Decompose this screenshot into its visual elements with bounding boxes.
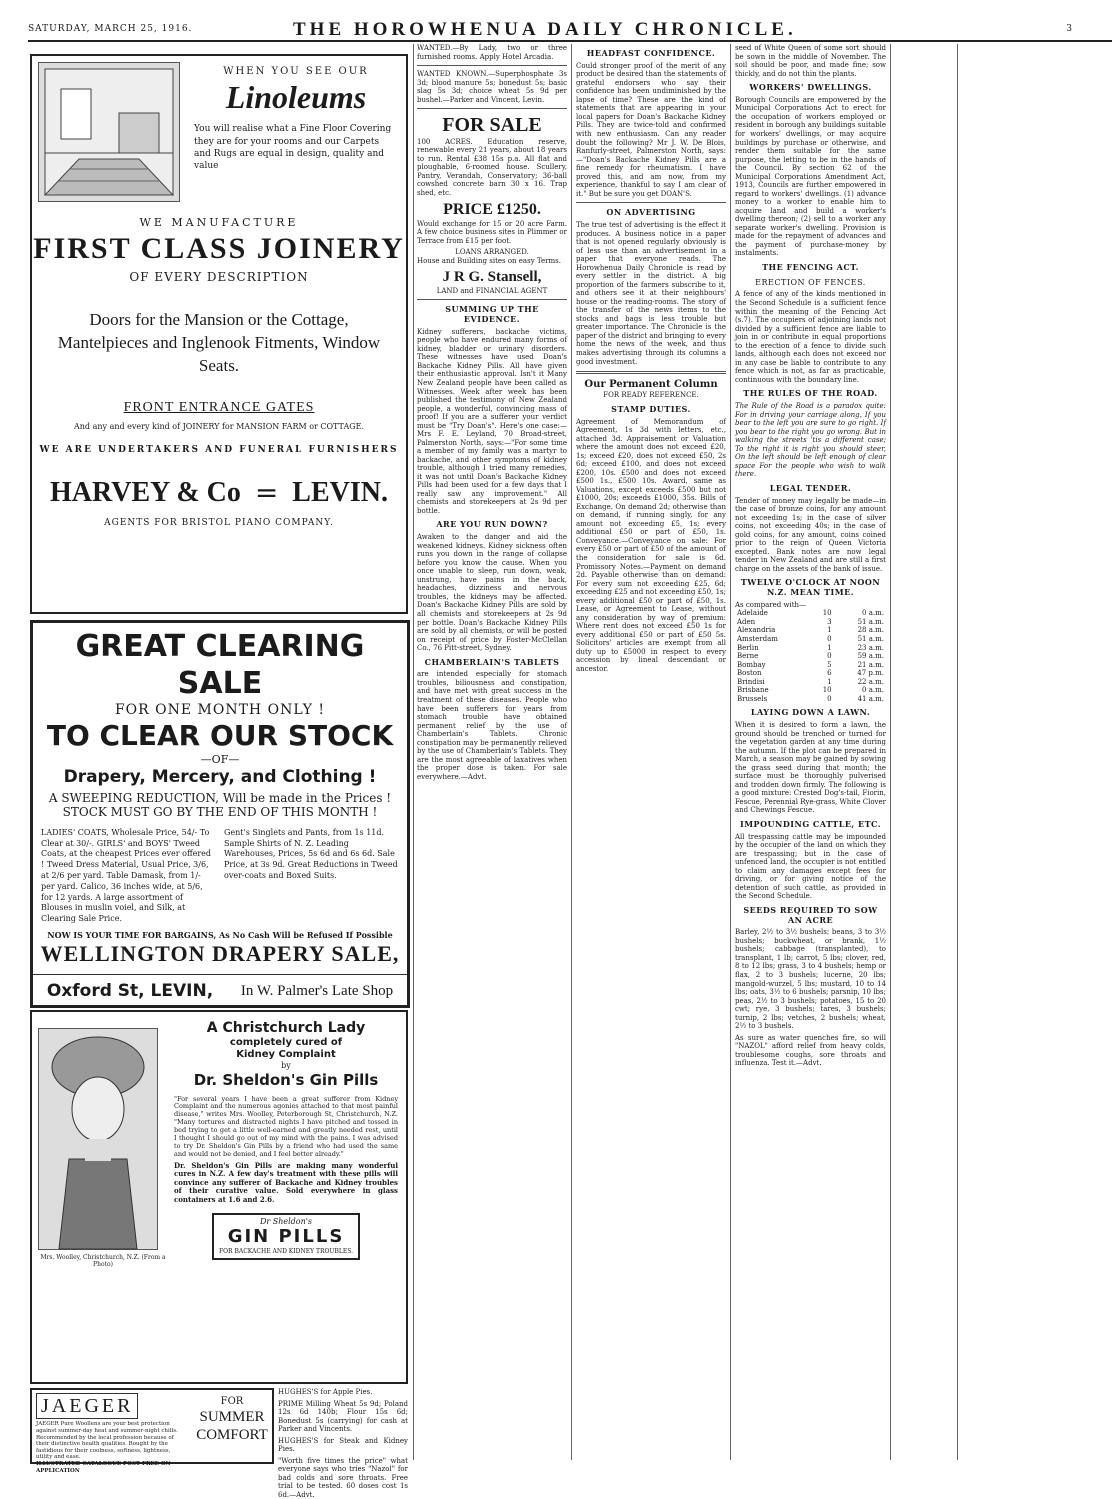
column-rule [730,44,731,1460]
sweeping-line: A SWEEPING REDUCTION, Will be made in the Prices ! [48,790,392,805]
masthead-rule [28,40,1112,42]
jaeger-for: FOR [220,1396,244,1407]
workers-body: Borough Councils are empowered by the Municipal Corporations Act to erect for the occupation of workers employed or resident in borough any buildings suitable for workers' dwellings, or may acquire buildings by purchase or otherwise, and render them suitable for the same purpose, the letting to be in the hands of the Council. By section 62 of the Municipal Corporations Amendment Act, 1913, Councils are further empowered in regard to workers' dwellings. (1) advance money to a worker to enable him to acquire land and build a worker's dwelling thereon; (2) sell to a worker any separate worker's dwelling. Provision is made for the repayment of advances and the payment of purchase-money by instalments. [735,95,886,258]
time-row [735,678,886,687]
time-cell: 51 a.m. [857,617,884,626]
time-cell: 59 a.m. [857,652,884,661]
when-you-see: WHEN YOU SEE OUR [223,66,369,77]
stamp-heading: STAMP DUTIES. [611,403,691,414]
clearing-sale-advert [30,620,410,1008]
seed-text: seed of White Queen of some sort should be sown in the middle of November. The soil should be poor, and made fine; sow thickly, and do not thin the plants. [735,44,886,78]
clear-stock: TO CLEAR OUR STOCK [46,719,394,753]
time-row [735,686,886,695]
sale-title: GREAT CLEARING SALE [75,629,365,701]
time-row [735,618,886,627]
compared-with: As compared with— [735,600,807,609]
time-row [735,609,886,618]
page-number: 3 [1066,24,1072,34]
road-body: The Rule of the Road is a paradox quite: For in driving your carriage along, If you bear to the left you are sure to go right. If you bear to the right you go wrong. But in walking the streets 'tis a different case; To the right it is right you should steer, On the left should be left enough of clear space For the people who wish to walk there. [735,402,886,479]
jaeger-summer: SUMMER [199,1409,265,1426]
linoleum-text: You will realise what a Fine Floor Covering they are for your rooms and our Carpets and Rugs are equal in design, quality and value [194,124,392,171]
time-cell: Amsterdam [737,635,778,643]
room-illustration [38,62,180,202]
tender-heading: LEGAL TENDER. [769,482,852,493]
column-4 [735,44,886,1460]
hughes-steak: HUGHES'S for Steak and Kidney Pies. [278,1436,408,1454]
oxford-st: Oxford St, LEVIN, [46,980,214,1001]
jaeger-name: JAEGER [36,1393,138,1419]
gin-pills-logo [212,1213,360,1260]
for-sale-heading: FOR SALE [442,114,542,137]
prime-wheat: PRIME Milling Wheat 5s 9d; Poland 12s 6d 140b; Flour 15s 6d; Bonedust 5s (carrying) for cash at Parker and Vincents. [278,1399,408,1434]
harvey-advert: WHEN YOU SEE OUR Linoleums You will realise what a Fine Floor Covering they are for your rooms and our Carpets and Rugs are equal in design, quality and value WE MANUFACTURE FIRST CLASS JOINERY OF EVERY DESCRIPTION Doors for the Mansion or the Cottage, Mantelpieces and Inglenook Fitments, Window Seats. FRONT ENTRANCE GATES And any and every kind of JOINERY for MANSION FARM or COTTAGE. WE ARE UNDERTAKERS AND FUNERAL FURNISHERS HARVEY & Co = LEVIN. AGENTS FOR BRISTOL PIANO COMPANY. [30,54,408,614]
permanent-column: Our Permanent Column [584,379,718,391]
time-row [735,626,886,635]
joinery-heading: FIRST CLASS JOINERY [33,232,405,266]
portrait-caption: Mrs. Woolley, Christchurch, N.Z. (From a Photo) [40,1254,166,1269]
wellington-drapery: WELLINGTON DRAPERY SALE, [40,940,400,966]
fencing-body: A fence of any of the kinds mentioned in the Second Schedule is a sufficient fence within the meaning of the Fencing Act (s.7). The occupiers of adjoining lands not divided by a sufficient fence are liable to join in or contribute in equal proportions to the erection of a fence to divide such lands, although each does not exceed nor in any case be liable to contribute to any fence which is not, as far as practicable, continuous with the boundary line. [735,290,886,384]
we-manufacture: WE MANUFACTURE [139,216,299,229]
column-rule [413,44,414,1460]
time-cell: Berne [737,652,759,661]
bristol-agents: AGENTS FOR BRISTOL PIANO COMPANY. [104,518,334,529]
time-cell: Aden [737,617,756,626]
time-row [735,644,886,653]
confidence-heading: HEADFAST CONFIDENCE. [586,48,716,58]
road-heading: THE RULES OF THE ROAD. [743,388,878,399]
time-row [735,695,886,704]
advertising-heading: ON ADVERTISING [606,207,696,218]
time-cell: 5 [827,660,832,669]
time-cell: 0 [827,652,832,661]
hughes-apple: HUGHES'S for Apple Pies. [278,1388,373,1396]
seeds-heading: SEEDS REQUIRED TO SOW AN ACRE [743,904,878,925]
harvey-town: LEVIN. [292,477,388,509]
time-cell: Brisbane [737,686,769,695]
time-cell: 41 a.m. [857,694,884,703]
lady-portrait [38,1028,158,1250]
time-cell: 23 a.m. [857,643,884,652]
sale-price: PRICE £1250. [443,201,541,219]
time-cell: 10 [822,686,832,695]
jaeger-advert [30,1388,274,1474]
time-cell: 21 a.m. [857,660,884,669]
workers-heading: WORKERS' DWELLINGS. [749,82,872,93]
sale-of: —OF— [200,753,240,767]
time-cell: 1 [827,677,832,686]
sheldon-headline-2: completely cured of [229,1037,343,1049]
time-row [735,652,886,661]
gin-logo-sub: Dr Sheldon's [259,1216,313,1226]
impounding-heading: IMPOUNDING CATTLE, ETC. [739,818,882,829]
any-joinery: And any and every kind of JOINERY for MANSION FARM or COTTAGE. [74,421,364,431]
loans-arranged: LOANS ARRANGED. [455,248,529,257]
sheldon-advert [30,1010,408,1384]
gin-logo-main: GIN PILLS [227,1226,345,1248]
time-cell: Boston [737,669,762,678]
sale-right-items: Gent's Singlets and Pants, from 1s 11d. Sample Shirts of N. Z. Leading Warehouses, Prices, 5s 6d and 6s 6d. Sale Price, at 3s 9d. Great Reductions in Tweed over-coats and Boxed Suits. [224,827,398,880]
advertising-body: The true test of advertising is the effect it produces. A business notice in a paper that is not opened regularly obviously is of less use than an advertisement in a paper that everyone reads. The Horowhenua Daily Chronicle is read by every settler in the district. A big proportion of the farmers subscribe to it, and others see it at their neighbours' house or the reading-rooms. The story of the transfer of the news items to the stocks and bags is less trouble but greater importance. The Chronicle is the paper of the district and bringing to every home the news of the week, and thus makes advertising through its columns a good investment. [576,221,726,366]
stansell-title: LAND and FINANCIAL AGENT [436,286,548,295]
time-cell: Brussels [737,694,768,703]
jaeger-body: JAEGER Pure Woollens are your best protection against summer-day heat and summer-night chills. Recommended by the local profession because of their distinctive health qualities. Bought by the fastidious for their coolness, softness, lightness, utility and ease. [36,1421,178,1461]
palmer-shop: In W. Palmer's Late Shop [240,982,394,999]
time-row [735,635,886,644]
sheldon-by: by [281,1061,291,1071]
harvey-name: HARVEY & Co [50,477,241,509]
time-cell: 0 a.m. [862,609,884,618]
lawn-body: When it is desired to form a lawn, the ground should be trenched or turned for the vegetation garden at any time during the autumn. If the plot can be prepared in March, a season may be gained by sowing the grass seed during that month; the surface must be thoroughly pulverised and trodden down firmly. The following is a good mixture: Crested Dog's-tail, Fiorin, Fescue, Perennial Rye-grass, White Clover and Chewings Fescue. [735,721,886,815]
linoleums-heading: Linoleums [225,79,367,116]
time-cell: 0 a.m. [862,686,884,695]
jaeger-comfort: COMFORT [196,1427,268,1444]
bargains-line: NOW IS YOUR TIME FOR BARGAINS, As No Cash Will be Refused If Possible [47,929,393,940]
ready-reference: FOR READY REFERENCE. [603,391,699,400]
column-rule [571,44,572,1460]
wanted-known: WANTED KNOWN.—Superphosphate 3s 3d; blood manure 5s; bonedust 5s; basic slag 5s 3d; choice wheat 5s 9d per bushel.—Parker and Vincent, Levin. [417,70,567,104]
time-cell: 3 [827,617,832,626]
time-table [735,609,886,703]
summing-body: Kidney sufferers, backache victims, people who have endured many forms of kidney, bladder or urinary disorders. These witnesses have used Doan's Backache Kidney Pills. All have given their enthusiastic approval. Isn't it Many New Zealand people have been called as Witnesses. Week after week has been published the testimony of New Zealand people, a wonderful, convincing mass of proof! If you are a sufferer your verdict must be "Try Doan's". Here's one case:—Mrs F. E. Leyland, 70 Broad-street, Palmerston North, says:—"For some time a member of my family was a martyr to backache, and other symptoms of kidney trouble, although I tried many remedies, it was not until Doan's Backache Kidney Pills had been used for a few days that I really saw any improvement." All chemists and storekeepers at 2s 9d per bottle. [417,327,567,515]
time-cell: Brindisi [737,677,765,686]
time-cell: 28 a.m. [857,626,884,635]
building-sites: House and Building sites on easy Terms. [417,256,561,265]
sale-exchange: Would exchange for 15 or 20 acre Farm. A few choice business sites in Plimmer or Terrace from £15 per foot. [417,219,567,245]
doors-text: Doors for the Mansion or the Cottage, Mantelpieces and Inglenook Fitments, Window Seats. [57,309,381,375]
time-cell: 1 [827,643,832,652]
column-1-bottom [278,1388,408,1499]
wanted-lady: WANTED.—By Lady, two or three furnished rooms. Apply Hotel Arcadia. [417,44,567,61]
newspaper-title: THE HOROWHENUA DAILY CHRONICLE. [293,19,797,40]
one-month: FOR ONE MONTH ONLY ! [114,702,326,719]
front-gates: FRONT ENTRANCE GATES [123,400,315,416]
time-cell: 6 [827,669,832,678]
stock-must: STOCK MUST GO BY THE END OF THIS MONTH ! [62,805,378,820]
confidence-body: Could stronger proof of the merit of any product be desired than the statements of grateful endorsers who say their confidence has been undiminished by the lapse of time? These are the kind of statements that are appearing in your local papers for Doan's Backache Kidney Pills. They are twice-told and confirmed with new enthusiasm. Can any reader doubt the following? Mr J. W. De Blois, Ranfurly-street, Palmerston North, says:—"Doan's Backache Kidney Pills are a fine remedy for rheumatism. I have proved this, and am now, from my experience, thankful to say I am clear of it." But be sure you get DOAN'S. [576,61,726,198]
masthead [28,18,1112,38]
lawn-heading: LAYING DOWN A LAWN. [750,707,871,718]
time-cell: 47 p.m. [857,669,884,678]
sale-body: 100 ACRES. Education reserve, renewable every 21 years, about 18 years to run. Rental £38 15s p.a. All flat and ploughable, 6-roomed house. Scullery, Pantry, Verandah, Conservatory; 36-ball cowshed concrete barn 30 x 16. Trap shed, etc. [417,137,567,197]
lady-portrait-icon [39,1029,157,1249]
jaeger-footer: ILLUSTRATED CATALOGUE POST FREE ON APPLICATION [36,1460,171,1474]
stansell-name: J R G. Stansell, [442,269,542,286]
time-cell: 22 a.m. [857,677,884,686]
undertakers: WE ARE UNDERTAKERS AND FUNERAL FURNISHERS [39,445,399,456]
chamberlain-heading: CHAMBERLAIN'S TABLETS [424,656,560,667]
column-3 [576,44,726,1460]
impounding-body: All trespassing cattle may be impounded by the occupier of the land on which they are trespassing; but in the case of unfenced land, the occupier is not entitled to claim any damages except fees for driving, or for giving notice of the detention of such cattle, as provided in the Second Schedule. [735,832,886,901]
time-cell: Alexandria [737,626,776,635]
nazol-worth: "Worth five times the price" what everyone says who tries "Nazol" for bad colds and sore throats. Free trial to be tested. 60 doses cost 1s 6d.—Advt. [278,1456,408,1499]
chamberlain-body: are intended especially for stomach troubles, biliousness and constipation, and have met with great success in the treatment of these diseases. People who have been sufferers for years from stomach trouble have obtained permanent relief by the use of Chamberlain's Tablets. Chronic constipation may be permanently relieved by the use of Chamberlain's Tablets. They are the most agreeable of laxatives when the proper dose is taken. For sale everywhere.—Advt. [417,670,567,781]
fencing-heading: THE FENCING ACT. [762,261,859,272]
time-cell: Adelaide [737,609,768,618]
gin-logo-tag: FOR BACKACHE AND KIDNEY TROUBLES. [218,1248,354,1256]
run-down-body: Awaken to the danger and aid the weakened kidneys. Kidney sickness often runs you down in the range of collapse before you know the cause. When you once unable to sleep, run down, weak, unstrung, have pains in the back, headaches, dizziness and nervous troubles, the kidneys may be affected. Doan's Backache Kidney Pills are sold by all chemists and storekeepers at 2s 9d per bottle. Doan's Backache Kidney Pills are sold by all chemists, or will be posted on receipt of price by Foster-McClellan Co., 76 Pitt-street, Sydney. [417,533,567,653]
room-interior-icon [39,63,179,201]
sale-left-items: LADIES' COATS, Wholesale Price, 54/- To Clear at 30/-. GIRLS' and BOYS' Tweed Coats, at the cheapest Prices ever offered ! Tweed Dress Material, Usual Price, 3/6, at 2/6 per yard. Table Damask, from 1/- per yard. Calico, 36 inches wide, at 5/6, for 12 yards. A large assortment of Blouses in muslin voiel, and Silk, at Clearing Sale Price. [41,827,212,924]
time-row [735,661,886,670]
issue-date: SATURDAY, MARCH 25, 1916. [28,24,193,34]
sheldon-headline-1: A Christchurch Lady [206,1020,366,1036]
stamp-body: Agreement of Memorandum of Agreement, 1s 3d with letters, etc., attached 3d. Appraisement or Valuation where the amount does not exceed £20, 1s; exceed £20, does not exceed £50, 2s 6d; exceed £100, and does not exceed £200, 10s. £500 and does not exceed £500 1s., £500 10s. Award, same as Valuations, except exceeds £500 but not £1000, 20s; exceeds £1000, 35s. Bills of Exchange. On demand 2d; otherwise than on demand, if running singly, for any amount not exceeding £5, 1s; every additional £50 or part of £50, 1s. Conveyance.—Conveyance on sale: For every £50 or part of £50 of the amount of the consideration for sale is 6d. Promissory Notes.—Payment on demand 2d. Payable otherwise than on demand: For every sum not exceeding £25, 6d; exceeding £25 and not exceeding £50, 1s; every additional £50 or part of £50, 1s. Lease, or Agreement to Lease, without any consideration by way of premium: Where rent does not exceed £50 1s for every additional £50 or part of £50 5s. Solicitors' articles are exempt from all duty up to £5000 in respect to every accession by lineal descendant or ancestor. [576,417,726,673]
sheldon-body-2: Dr. Sheldon's Gin Pills are making many wonderful cures in N.Z. A few day's treatment with these pills will convince any sufferer of Backache and Kidney troubles of their curative value. Sold everywhere in glass containers at 1.6 and 2.6. [174,1160,398,1204]
time-cell: Bombay [737,660,766,669]
drapery-line: Drapery, Mercery, and Clothing ! [63,766,377,787]
column-2 [417,44,567,1460]
run-down-heading: ARE YOU RUN DOWN? [436,519,548,530]
time-cell: 51 a.m. [857,635,884,643]
nazol-sure: As sure as water quenches fire, so will "NAZOL" afford relief from heavy colds, troublesome coughs, sore throats and influenza. Test it.—Advt. [735,1033,886,1068]
time-cell: Berlin [737,643,759,652]
every-description: OF EVERY DESCRIPTION [129,270,309,284]
summing-heading: SUMMING UP THE EVIDENCE. [445,304,539,325]
sheldon-product: Dr. Sheldon's Gin Pills [193,1071,379,1090]
sheldon-headline-3: Kidney Complaint [236,1049,336,1061]
sheldon-body: "For several years I have been a great sufferer from Kidney Complaint and the numerous agonies attached to that most painful disease," writes Mrs. Woolley, Peterborough St, Christchurch, N.Z. "Many tortures and distracted nights I have pitched and tossed in bed trying to get a little well-earned and greatly needed rest, until I thought I should go out of my mind with the pains. I was advised to try Dr. Sheldon's Gin Pills by a friend who had used the same and would not be denied, and I feel better already." [174,1094,398,1158]
column-rule [890,44,891,1460]
seeds-body: Barley, 2½ to 3½ bushels; beans, 3 to 3½ bushels; buckwheat, or brank, 1½ bushels; cabbage (transplanted), to transplant, 1 lb; carrot, 5 lbs; clover, red, 8 to 12 lbs; grass, 3 to 4 bushels; hemp or flax, 2 to 3 bushels; lucerne, 20 lbs; mangold-wurzel, 5 lbs; mustard, 10 to 14 lbs; oats, 3½ to 6 bushels; parsnip, 10 lbs; peas, 2½ to 3 bushels; potatoes, 15 to 20 cwt; rye, 3 bushels; tares, 3 bushels; turnip, 2 lbs; vetches, 2 bushels; wheat, 2½ to 3 bushels. [735,928,886,1031]
erection-heading: ERECTION OF FENCES. [755,277,866,287]
time-cell: 1 [827,626,832,635]
time-cell: 0 [827,694,832,703]
time-row [735,669,886,678]
time-cell: 10 [822,609,832,618]
tender-body: Tender of money may legally be made—in the case of bronze coins, for any amount not exceeding 1s; in the case of silver coins, not exceeding 40s; in the case of gold coins, for any amount, coins coined prior to the reign of Queen Victoria excepted. Bank notes are now legal tender in New Zealand and are still a first charge on the assets of the bank of issue. [735,496,886,573]
noon-heading: TWELVE O'CLOCK AT NOON N.Z. MEAN TIME. [740,577,881,598]
time-cell: 0 [827,635,832,643]
